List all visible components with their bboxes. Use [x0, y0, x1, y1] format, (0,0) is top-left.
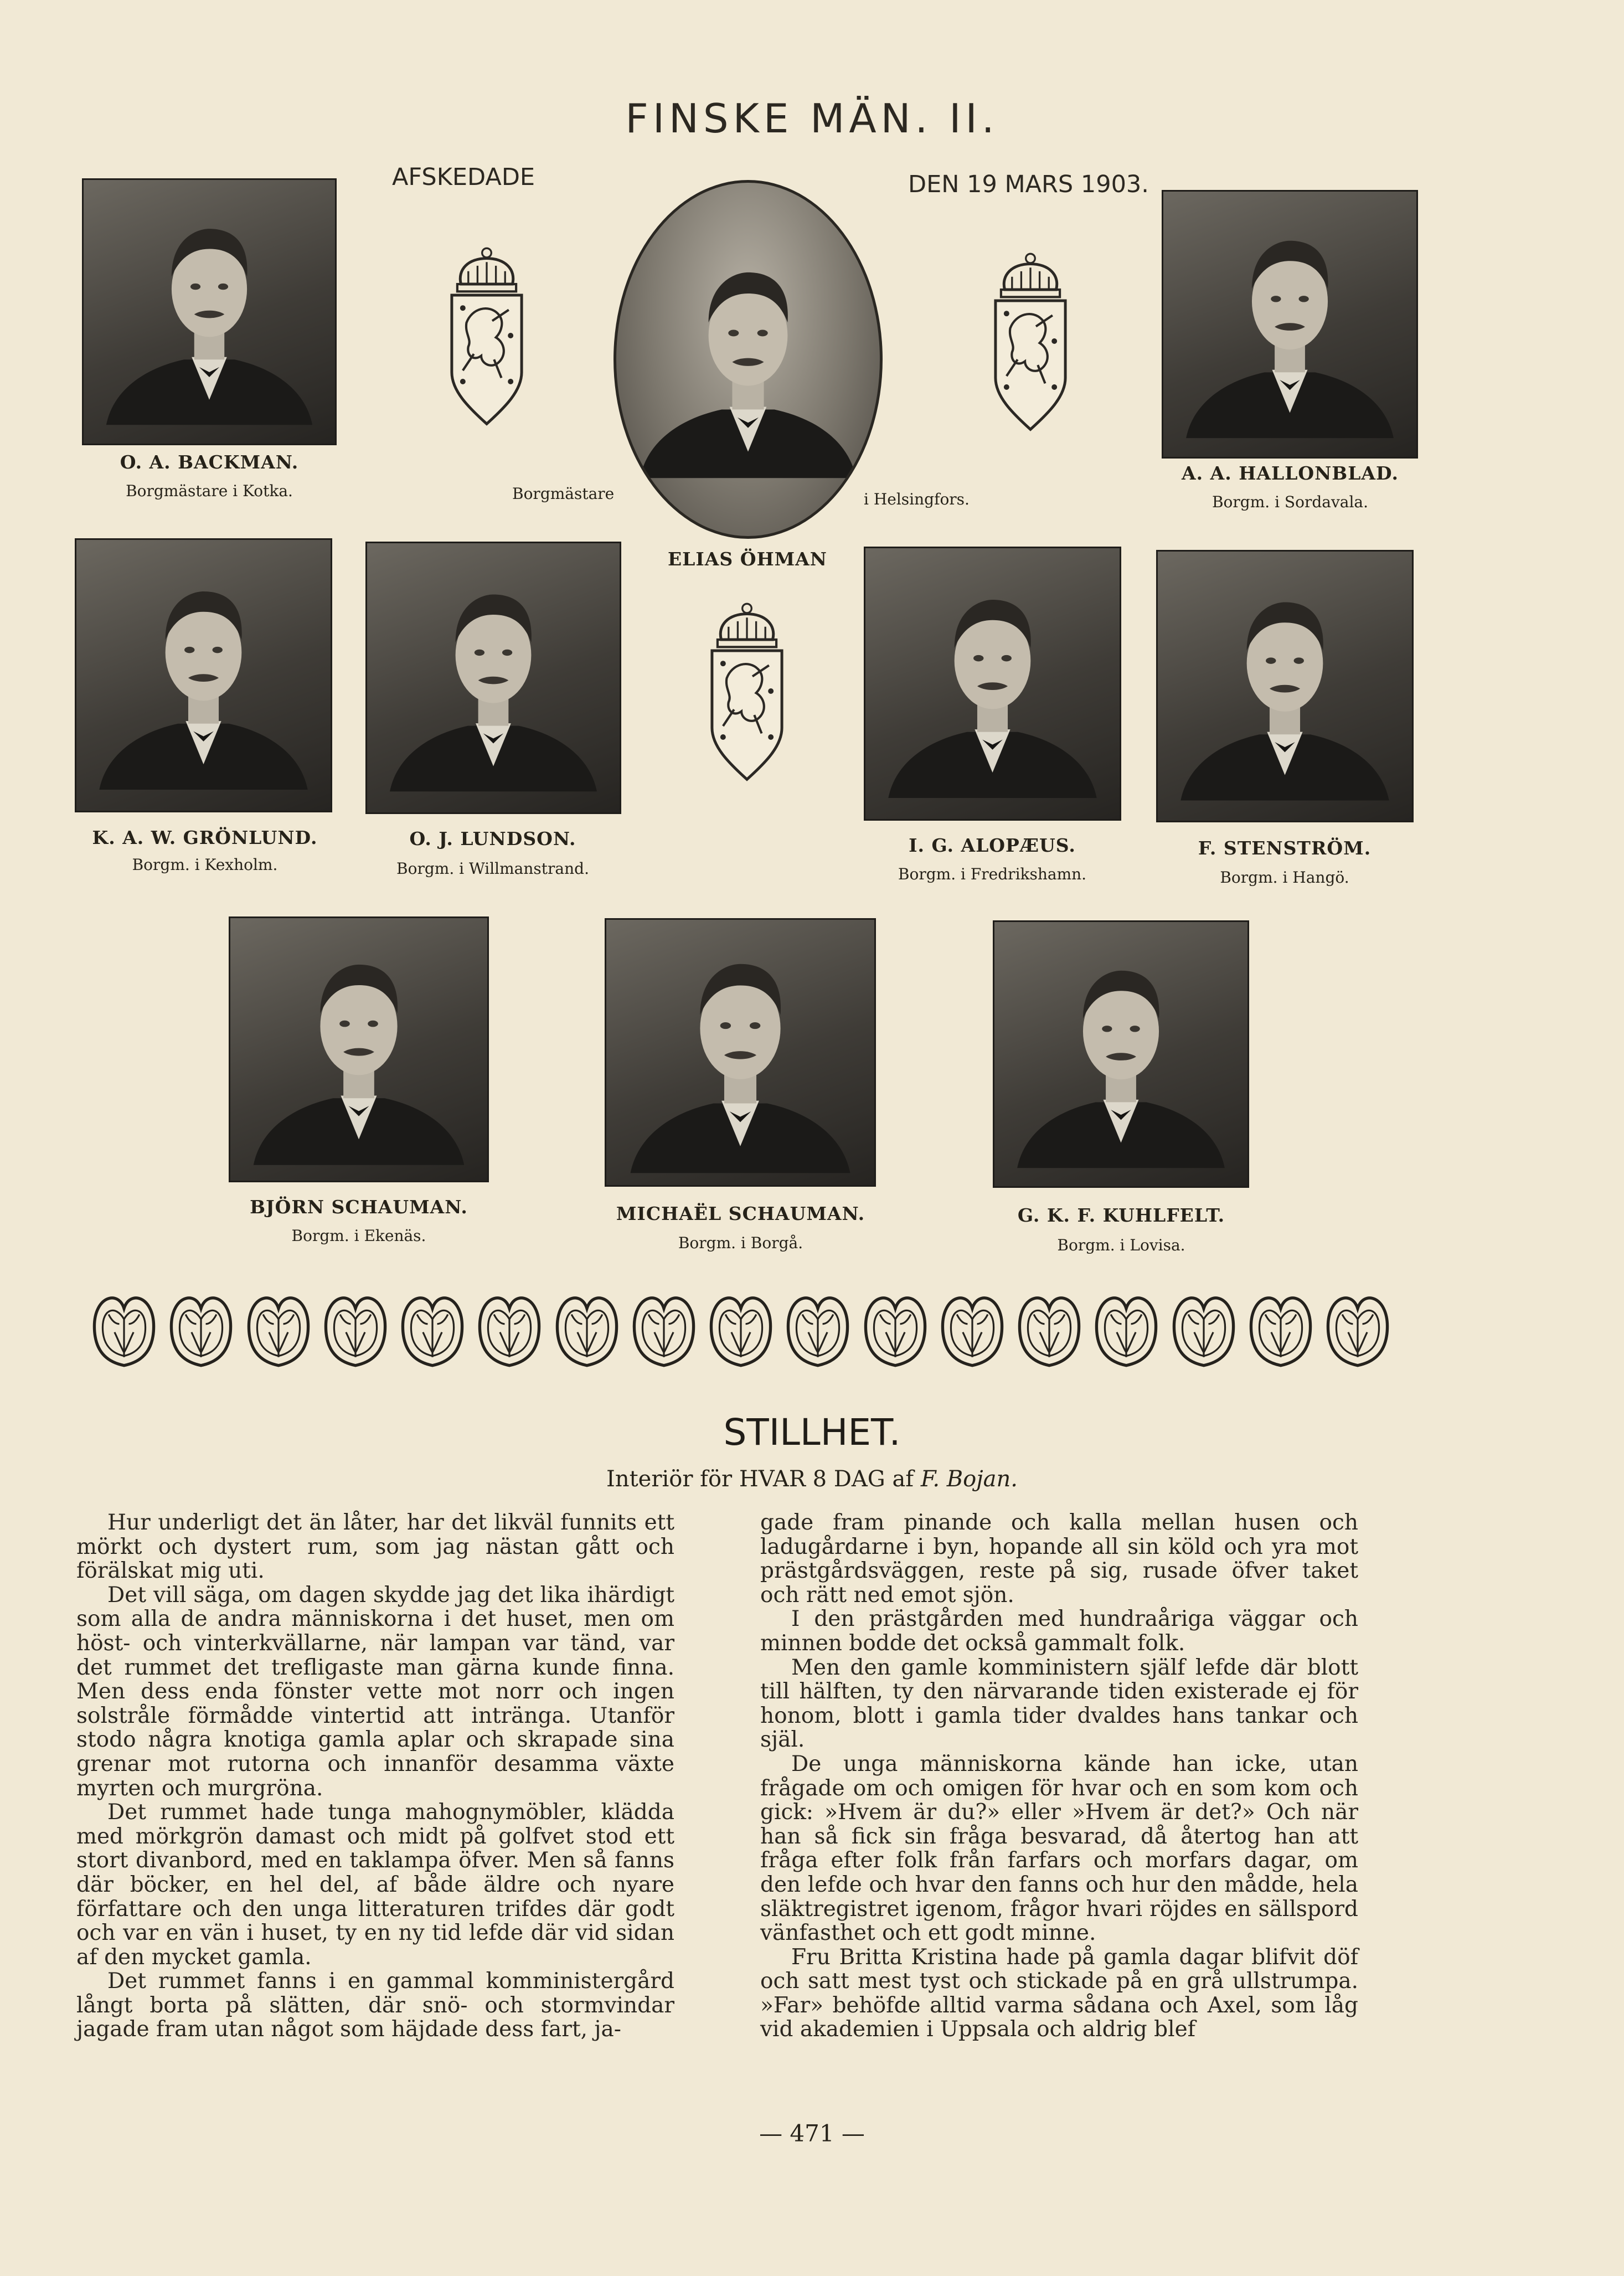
- ornament-icon: [704, 1285, 777, 1368]
- ornament-divider: [87, 1285, 1394, 1368]
- ornament-icon: [1321, 1285, 1394, 1368]
- portrait-name: BJÖRN SCHAUMAN.: [250, 1196, 468, 1218]
- paragraph: I den prästgården med hundraåriga väggar och minnen bodde det också gammalt folk.: [760, 1606, 1358, 1656]
- ornament-icon: [319, 1285, 392, 1368]
- ornament-icon: [936, 1285, 1009, 1368]
- article-column-left: [76, 1511, 674, 2042]
- ornament-icon: [550, 1285, 623, 1368]
- portrait-role-left: Borgmästare: [512, 485, 615, 503]
- portrait-role: Borgm. i Sordavala.: [1211, 493, 1369, 511]
- portrait-role: Borgm. i Borgå.: [678, 1234, 803, 1252]
- paragraph: Det rummet hade tunga mahognymöbler, klädda med mörkgrön damast och midt på golfvet stod ett stort divanbord, med en taklampa öfver. Men så fanns där böcker, en hel del, af både äldre och nyare författare och den unga litteraturen trifdes där godt och var en vän i huset, ty en ny tid lefde där vid sidan af den mycket gamla.: [76, 1800, 674, 1970]
- portrait-name: G. K. F. KUHLFELT.: [1017, 1204, 1225, 1226]
- header-subtitle-left: AFSKEDADE: [392, 163, 535, 191]
- portrait-bjorn-schauman: [229, 916, 489, 1182]
- paragraph: gade fram pinande och kalla mellan husen och ladugårdarne i byn, hopande all sin köld och yra mot prästgårdsväggen, reste på sig, rusade öfver taket och rätt ned emot sjön.: [760, 1510, 1358, 1608]
- portrait-role: Borgm. i Ekenäs.: [291, 1227, 426, 1245]
- portrait-gronlund: [75, 538, 332, 812]
- portrait-name: O. J. LUNDSON.: [409, 828, 576, 849]
- page-number: — 471 —: [759, 2120, 865, 2147]
- portrait-role: Borgm. i Willmanstrand.: [396, 859, 589, 878]
- ornament-icon: [1244, 1285, 1317, 1368]
- page-title: FINSKE MÄN. II.: [625, 95, 999, 142]
- portrait-lundson: [365, 542, 621, 814]
- header-subtitle-right: DEN 19 MARS 1903.: [908, 171, 1149, 198]
- paragraph: Hur underligt det än låter, har det likväl funnits ett mörkt och dystert rum, som jag nästan gått och förälskat mig uti.: [76, 1510, 674, 1584]
- portrait-name: ELIAS ÖHMAN: [668, 548, 827, 570]
- ornament-icon: [1013, 1285, 1086, 1368]
- article-byline: [0, 1466, 1624, 1492]
- ornament-icon: [473, 1285, 546, 1368]
- portrait-role: Borgm. i Lovisa.: [1057, 1236, 1185, 1254]
- ornament-icon: [627, 1285, 700, 1368]
- ornament-icon: [396, 1285, 469, 1368]
- portrait-kuhlfelt: [993, 920, 1249, 1188]
- portrait-name: K. A. W. GRÖNLUND.: [92, 827, 318, 848]
- ornament-icon: [164, 1285, 238, 1368]
- ornament-icon: [1090, 1285, 1163, 1368]
- article-title: STILLHET.: [723, 1411, 901, 1454]
- portrait-elias-ohman: [613, 180, 883, 539]
- portrait-name: O. A. BACKMAN.: [120, 451, 299, 473]
- portrait-alopaeus: [864, 547, 1121, 821]
- portrait-name: I. G. ALOPÆUS.: [909, 835, 1076, 856]
- paragraph: Fru Britta Kristina hade på gamla dagar blifvit döf och satt mest tyst och stickade på en grå ullstrumpa. »Far» behöfde alltid varma sådana och Axel, som låg vid akademien i Uppsala och aldrig blef: [760, 1944, 1358, 2042]
- portrait-name: A. A. HALLONBLAD.: [1182, 462, 1399, 484]
- paragraph: De unga människorna kände han icke, utan frågade om och omigen för hvar och en som kom och gick: »Hvem är du?» eller »Hvem är det?» Och när han så fick sin fråga besvarad, då återtog han att fråga efter folk från farfars och morfars dagar, om den lefde och hvar den fanns och hur den mådde, hela släktregistret igenom, frågor hvari röjdes en sällspord vänfasthet och ett godt minne.: [760, 1751, 1358, 1946]
- portrait-backman: [82, 178, 337, 445]
- paragraph: Det rummet fanns i en gammal komministergård långt borta på slätten, där snö- och stormvindar jagade fram utan något som häjdade dess fart, ja-: [76, 1969, 674, 2042]
- article-column-right: [760, 1511, 1358, 2042]
- coat-of-arms-icon: [701, 598, 793, 784]
- byline-author: F. Bojan.: [920, 1466, 1018, 1492]
- portrait-role: Borgm. i Kexholm.: [132, 856, 278, 874]
- portrait-name: MICHAËL SCHAUMAN.: [616, 1203, 865, 1224]
- portrait-role-right: i Helsingfors.: [864, 490, 970, 508]
- byline-prefix: Interiör för HVAR 8 DAG af: [606, 1466, 914, 1492]
- portrait-stenstrom: [1156, 550, 1414, 822]
- portrait-name: F. STENSTRÖM.: [1198, 837, 1372, 859]
- ornament-icon: [781, 1285, 854, 1368]
- portrait-role: Borgm. i Hangö.: [1220, 868, 1349, 887]
- portrait-hallonblad: [1162, 190, 1418, 459]
- portrait-role: Borgm. i Fredrikshamn.: [898, 865, 1087, 883]
- ornament-icon: [859, 1285, 932, 1368]
- ornament-icon: [242, 1285, 315, 1368]
- portrait-michael-schauman: [605, 918, 876, 1187]
- coat-of-arms-icon: [441, 243, 533, 429]
- paragraph: Men den gamle komministern själf lefde där blott till hälften, ty den närvarande tiden existerade ej för honom, blott i gamla tider dvaldes hans tankar och själ.: [760, 1655, 1358, 1753]
- portrait-role: Borgmästare i Kotka.: [126, 482, 293, 500]
- paragraph: Det vill säga, om dagen skydde jag det lika ihärdigt som alla de andra människorna i det huset, men om höst- och vinterkvällarne, när lampan var tänd, var det rummet det trefligaste man gärna kunde finna. Men dess enda fönster vette mot norr och ingen solstråle förmådde vintertid att intränga. Utanför stodo några knotiga gamla aplar och skrapade sina grenar mot rutorna och innanför desamma växte myrten och murgröna.: [76, 1582, 674, 1801]
- coat-of-arms-icon: [984, 248, 1076, 434]
- ornament-icon: [1167, 1285, 1240, 1368]
- ornament-icon: [87, 1285, 161, 1368]
